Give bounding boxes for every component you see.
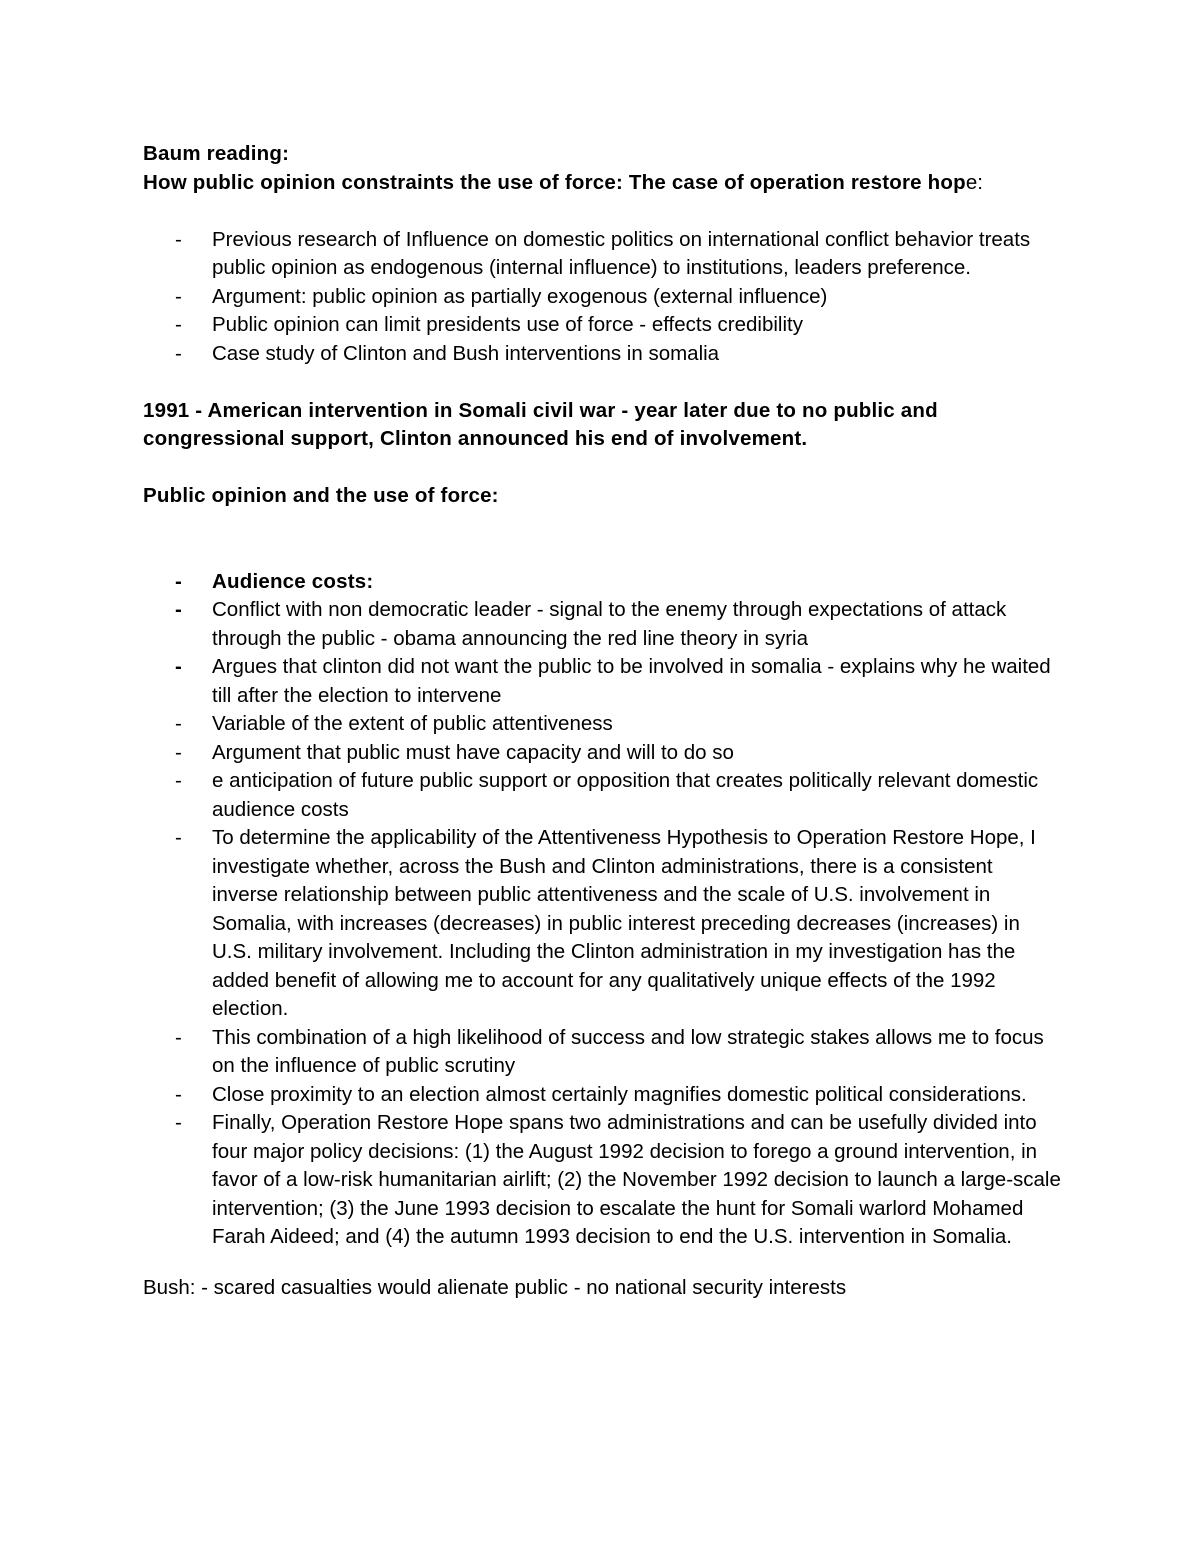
- section-bullet-list: [143, 568, 1063, 1252]
- list-item: - Variable of the extent of public attentiveness: [143, 710, 1063, 739]
- list-item: - e anticipation of future public support or opposition that creates politically relevant domestic audience costs: [175, 769, 1039, 821]
- list-item: - To determine the applicability of the Attentiveness Hypothesis to Operation Restore Hope, I investigate whether, across the Bush and Clinton administrations, there is a consistent inverse relationship between public attentiveness and the scale of U.S. involvement in Somalia, with increases (decreases) in public interest preceding decreases (increases) in U.S. military involvement. Including the Clinton administration in my investigation has the added benefit of allowing me to account for any qualitatively unique effects of the 1992 election.: [175, 826, 1036, 1020]
- list-item: - Close proximity to an election almost certainly magnifies domestic political considerations.: [143, 1081, 1063, 1110]
- event-heading: 1991 - American intervention in Somali civil war - year later due to no public and congressional support, Clinton announced his end of involvement.: [143, 398, 938, 450]
- list-item: - Argument: public opinion as partially exogenous (external influence): [143, 283, 1063, 312]
- list-item: - This combination of a high likelihood of success and low strategic stakes allows me to focus on the influence of public scrutiny: [175, 1025, 1044, 1077]
- bullet-dash: -: [175, 655, 182, 678]
- bullet-dash: -: [175, 341, 182, 365]
- bullet-dash: -: [175, 569, 182, 593]
- list-item: - Finally, Operation Restore Hope spans two administrations and can be usefully divided into four major policy decisions: (1) the August 1992 decision to forego a ground intervention, in favor of a low-risk humanitarian airlift; (2) the November 1992 decision to launch a large-scale intervention; (3) the June 1993 decision to escalate the hunt for Somali warlord Mohamed Farah Aideed; and (4) the autumn 1993 decision to end the U.S. intervention in Somalia.: [175, 1111, 1061, 1248]
- bullet-dash: -: [175, 769, 182, 792]
- bullet-dash: -: [175, 712, 182, 735]
- bullet-dash: -: [175, 1111, 182, 1134]
- bush-note: Bush: - scared casualties would alienate public - no national security interests: [143, 1275, 847, 1299]
- list-item: - Previous research of Influence on domestic politics on international conflict behavior treats public opinion as endogenous (internal influence) to institutions, leaders preference.: [175, 227, 1031, 279]
- bullet-dash: -: [175, 826, 182, 849]
- audience-costs-heading: Audience costs:: [212, 569, 374, 593]
- list-item: - Argument that public must have capacity and will to do so: [143, 739, 1063, 768]
- bullet-dash: -: [175, 313, 182, 336]
- article-title-main: How public opinion constraints the use of force: The case of operation restore hop: [143, 170, 966, 194]
- list-item: - Conflict with non democratic leader - signal to the enemy through expectations of attack through the public - obama announcing the red line theory in syria: [175, 598, 1007, 650]
- bullet-dash: -: [175, 227, 182, 251]
- list-item: - Public opinion can limit presidents use of force - effects credibility: [143, 311, 1063, 340]
- intro-bullet-list: [143, 226, 1063, 369]
- list-item: [143, 568, 1063, 597]
- list-item: - Case study of Clinton and Bush interventions in somalia: [143, 340, 1063, 369]
- bullet-dash: -: [175, 1082, 182, 1106]
- bullet-dash: -: [175, 740, 182, 764]
- bullet-dash: -: [175, 1025, 182, 1049]
- article-title: [143, 169, 1063, 198]
- article-title-tail: e:: [965, 170, 983, 194]
- document-body: [143, 140, 1063, 1302]
- bullet-dash: -: [175, 598, 182, 621]
- reading-title: Baum reading:: [143, 142, 290, 165]
- list-item: - Argues that clinton did not want the public to be involved in somalia - explains why he waited till after the election to intervene: [175, 655, 1051, 707]
- bullet-dash: -: [175, 284, 182, 308]
- section-heading: Public opinion and the use of force:: [143, 484, 499, 507]
